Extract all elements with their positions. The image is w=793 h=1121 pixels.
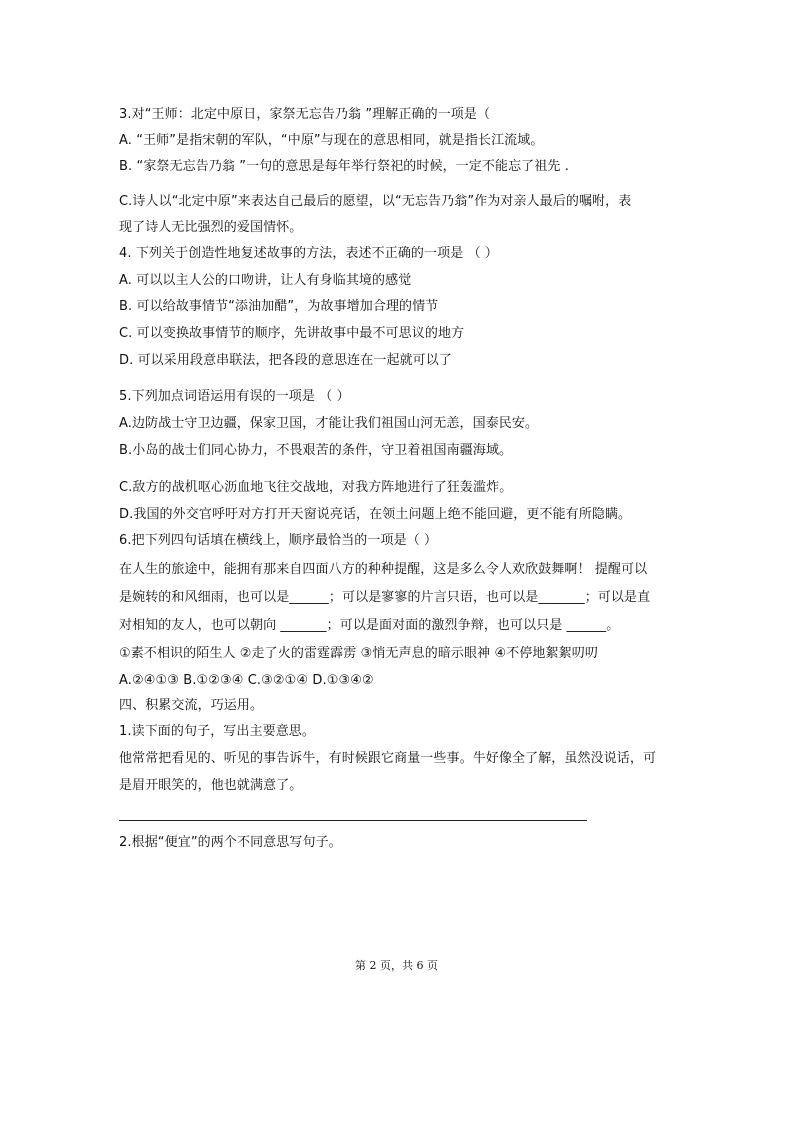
question-3-option-c-line-1: C.诗人以“北定中原”来表达自己最后的愿望，以“无忘告乃翁”作为对亲人最后的嘱咐，表 bbox=[119, 194, 632, 209]
question-6-passage-line-1: 在人生的旅途中，能拥有那来自四面八方的种种提醒，这是多么令人欢欣鼓舞啊！ 提醒可以 bbox=[119, 562, 648, 577]
question-6-passage-line-2: 是婉转的和风细雨，也可以是______；可以是寥寥的片言只语，也可以是_______；可以是直 bbox=[119, 590, 651, 605]
answer-line bbox=[119, 820, 587, 821]
question-3-option-b: B. “家祭无忘告乃翁 ”一句的意思是每年举行祭祀的时候，一定不能忘了祖先 . bbox=[119, 159, 569, 174]
section-4-question-1-stem: 1.读下面的句子，写出主要意思。 bbox=[119, 724, 316, 739]
question-4-option-d: D. 可以采用段意串联法，把各段的意思连在一起就可以了 bbox=[119, 353, 452, 368]
section-4-question-2-stem: 2.根据“便宜”的两个不同意思写句子。 bbox=[119, 835, 342, 850]
question-4-option-c: C. 可以变换故事情节的顺序，先讲故事中最不可思议的地方 bbox=[119, 326, 465, 341]
question-3-option-a: A. “王师”是指宋朝的军队，“中原”与现在的意思相同，就是指长江流域。 bbox=[119, 133, 544, 148]
question-5-option-d: D.我国的外交官呼吁对方打开天窗说亮话，在领土问题上绝不能回避，更不能有所隐瞒。 bbox=[119, 507, 632, 522]
section-4-heading: 四、积累交流，巧运用。 bbox=[119, 698, 264, 713]
question-3-option-c-line-2: 现了诗人无比强烈的爱国情怀。 bbox=[119, 220, 303, 235]
question-4-stem: 4. 下列关于创造性地复述故事的方法，表述不正确的一项是 （ ） bbox=[119, 246, 499, 261]
question-5-option-b: B.小岛的战士们同心协力，不畏艰苦的条件，守卫着祖国南疆海域。 bbox=[119, 443, 513, 458]
question-4-option-a: A. 可以以主人公的口吻讲，让人有身临其境的感觉 bbox=[119, 273, 412, 288]
question-6-items: ①素不相识的陌生人 ②走了火的雷霆霹雳 ③悄无声息的暗示眼神 ④不停地絮絮叨叨 bbox=[119, 646, 598, 661]
question-5-option-a: A.边防战士守卫边疆，保家卫国，才能让我们祖国山河无恙，国泰民安。 bbox=[119, 416, 539, 431]
section-4-question-1-passage-line-2: 是眉开眼笑的，他也就满意了。 bbox=[119, 778, 303, 793]
question-6-passage-line-3: 对相知的友人，也可以朝向 _______；可以是面对面的激烈争辩，也可以只是 ______。 bbox=[119, 618, 620, 633]
section-4-question-1-passage-line-1: 他常常把看见的、听见的事告诉牛，有时候跟它商量一些事。牛好像全了解，虽然没说话，可 bbox=[119, 751, 657, 766]
question-6-stem: 6.把下列四句话填在横线上，顺序最恰当的一项是（ ） bbox=[119, 533, 438, 548]
question-5-option-c: C.敌方的战机呕心沥血地飞往交战地，对我方阵地进行了狂轰滥炸。 bbox=[119, 480, 513, 495]
question-3-stem: 3.对“王师：北定中原日，家祭无忘告乃翁 ”理解正确的一项是（ bbox=[119, 107, 491, 122]
question-5-stem: 5.下列加点词语运用有误的一项是 （ ） bbox=[119, 389, 350, 404]
question-6-options: A.②④①③ B.①②③④ C.③②①④ D.①③④② bbox=[119, 673, 374, 688]
page-number: 第 2 页，共 6 页 bbox=[355, 959, 438, 972]
question-4-option-b: B. 可以给故事情节“添油加醋”，为故事增加合理的情节 bbox=[119, 299, 439, 314]
